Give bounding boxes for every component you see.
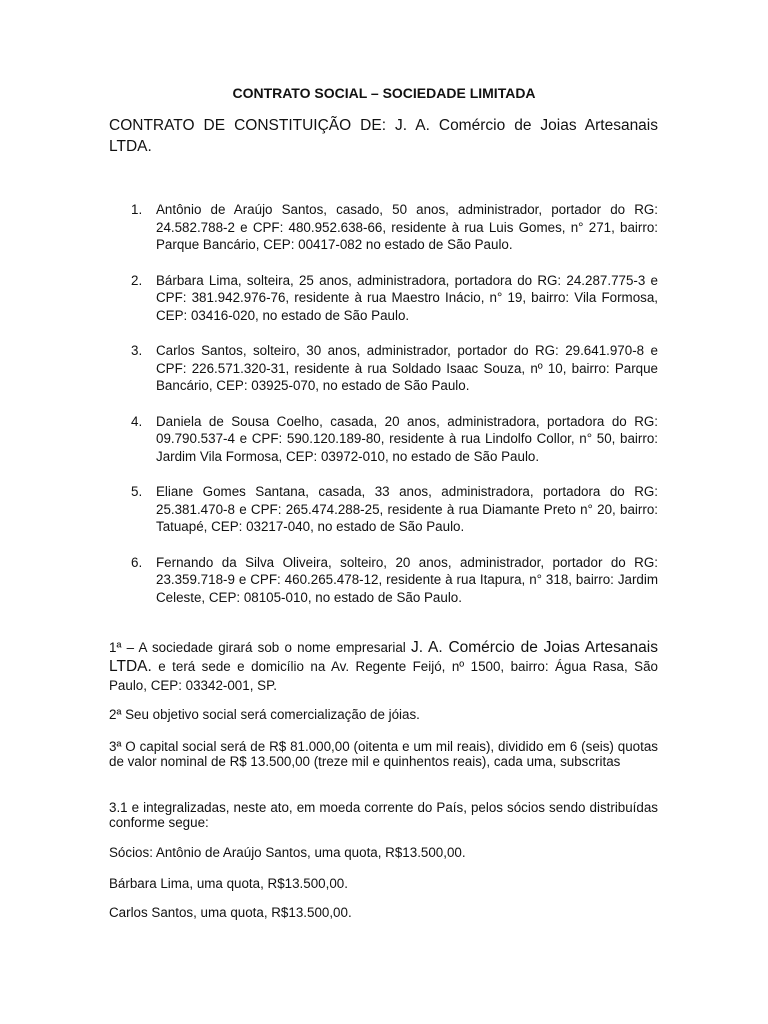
party-text: Bárbara Lima, solteira, 25 anos, administradora, portadora do RG: 24.287.775-3 e CPF: 381.942.976-76, residente à rua Maestro Inácio, n° 19, bairro: Vila Formosa, CEP: 03416-020, no estado de São Paulo. — [156, 272, 658, 323]
clause-1-company: J. A. Comércio de Joias Artesanais LTDA. — [109, 639, 658, 675]
party-number: 1. — [131, 202, 143, 217]
party-text: Antônio de Araújo Santos, casado, 50 anos, administrador, portador do RG: 24.582.788-2 e CPF: 480.952.638-66, residente à rua Luis Gomes, n° 271, bairro: Parque Bancário, CEP: 00417-082 no estado de São Paulo. — [156, 202, 658, 252]
list-item — [131, 272, 658, 325]
party-text: Carlos Santos, solteiro, 30 anos, administrador, portador do RG: 29.641.970-8 e CPF: 226.571.320-31, residente à rua Soldado Isaac Souza, nº 10, bairro: Parque Bancário, CEP: 03925-070, no estado de São Paulo. — [156, 343, 658, 393]
clause-2: 2ª Seu objetivo social será comercialização de jóias. — [109, 707, 420, 722]
party-number: 5. — [131, 484, 143, 499]
party-number: 3. — [131, 343, 143, 358]
document-subtitle: CONTRATO DE CONSTITUIÇÃO DE: J. A. Comércio de Joias Artesanais LTDA. — [109, 117, 658, 155]
party-number: 4. — [131, 413, 143, 429]
party-number: 2. — [131, 272, 143, 288]
clause-1-prefix: 1ª – A sociedade girará sob o nome empresarial — [109, 640, 406, 655]
share-line: Carlos Santos, uma quota, R$13.500,00. — [109, 905, 352, 920]
list-item — [131, 554, 658, 607]
party-number: 6. — [131, 554, 143, 570]
list-item — [131, 342, 658, 395]
list-item — [131, 413, 658, 466]
document-title: CONTRATO SOCIAL – SOCIEDADE LIMITADA — [232, 85, 536, 101]
list-item — [131, 201, 658, 254]
party-text: Daniela de Sousa Coelho, casada, 20 anos, administradora, portadora do RG: 09.790.537-4 e CPF: 590.120.189-80, residente à rua Lindolfo Collor, n° 50, bairro: Jardim Vila Formosa, CEP: 03972-010, no estado de São Paulo. — [156, 413, 658, 464]
parties-list — [131, 201, 658, 624]
list-item — [131, 483, 658, 536]
clause-1 — [109, 638, 658, 695]
clause-3: 3ª O capital social será de R$ 81.000,00 (oitenta e um mil reais), dividido em 6 (seis) quotas de valor nominal de R$ 13.500,00 (treze mil e quinhentos reais), cada uma, subscritas — [109, 739, 658, 769]
clause-3-1: 3.1 e integralizadas, neste ato, em moeda corrente do País, pelos sócios sendo distribuídas conforme segue: — [109, 800, 658, 830]
share-line: Bárbara Lima, uma quota, R$13.500,00. — [109, 876, 348, 891]
clause-1-suffix: e terá sede e domicílio na Av. Regente Feijó, nº 1500, bairro: Água Rasa, São Paulo, CEP: 03342-001, SP. — [109, 659, 658, 693]
party-text: Eliane Gomes Santana, casada, 33 anos, administradora, portadora do RG: 25.381.470-8 e CPF: 265.474.288-25, residente à rua Diamante Preto n° 20, bairro: Tatuapé, CEP: 03217-040, no estado de São Paulo. — [156, 484, 658, 534]
share-line: Sócios: Antônio de Araújo Santos, uma quota, R$13.500,00. — [109, 845, 466, 860]
party-text: Fernando da Silva Oliveira, solteiro, 20 anos, administrador, portador do RG: 23.359.718-9 e CPF: 460.265.478-12, residente à rua Itapura, n° 318, bairro: Jardim Celeste, CEP: 08105-010, no estado de São Paulo. — [156, 554, 658, 605]
